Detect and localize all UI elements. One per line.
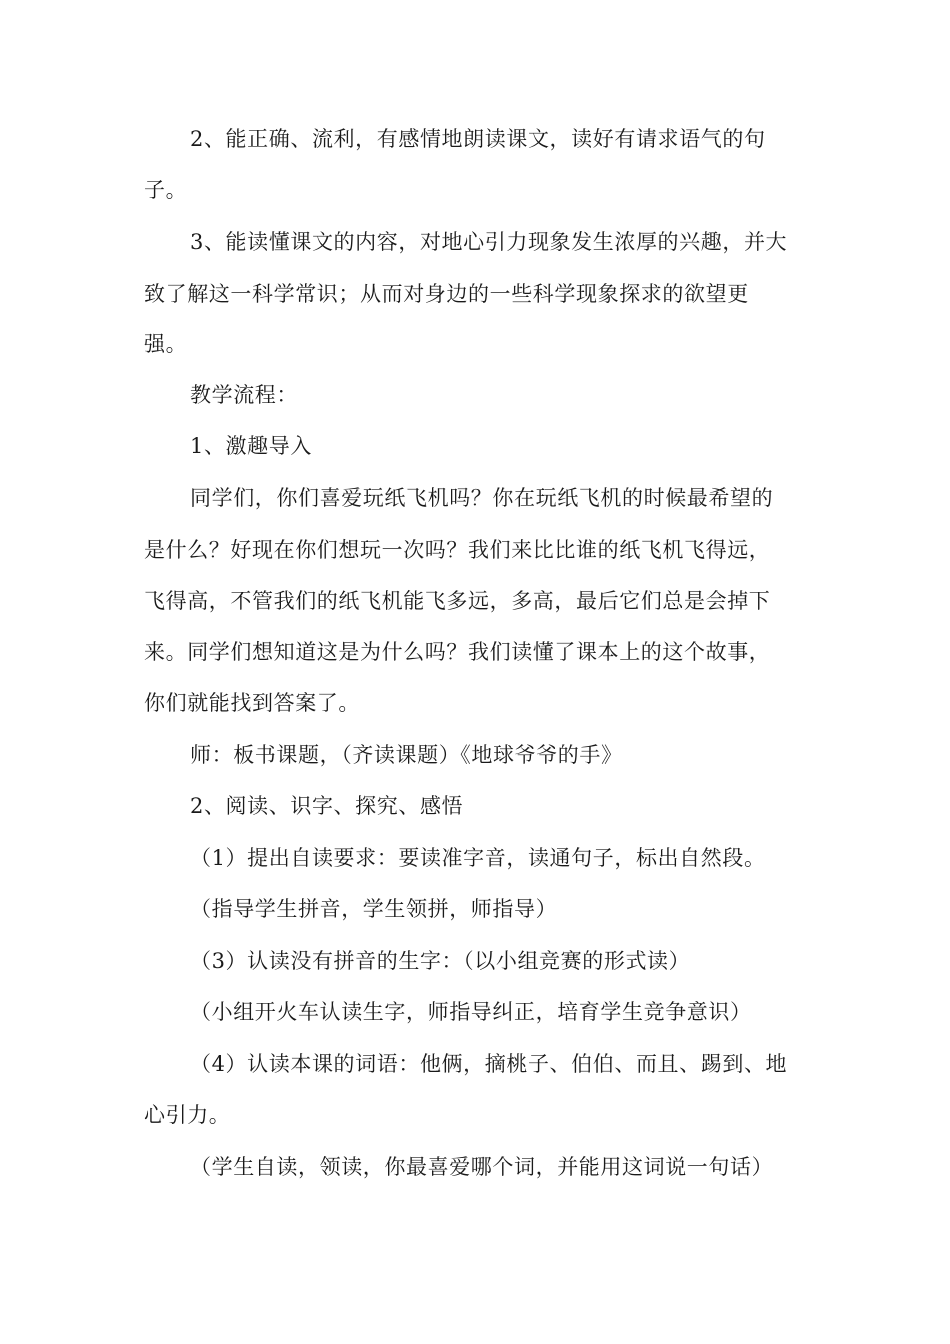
sub-step-group-reading: （小组开火车认读生字，师指导纠正，培育学生竞争意识） [190, 1000, 752, 1024]
sub-step-4-line-2: 心引力。 [144, 1103, 231, 1127]
sub-step-3: （3）认读没有拼音的生字：（以小组竞赛的形式读） [190, 949, 691, 973]
section-heading-teaching-flow: 教学流程： [190, 383, 298, 407]
sub-step-guidance: （指导学生拼音，学生领拼，师指导） [190, 897, 558, 921]
intro-paragraph-line-4: 来。同学们想知道这是为什么吗？我们读懂了课本上的这个故事， [144, 640, 771, 664]
sub-step-self-reading: （学生自读，领读，你最喜爱哪个词，并能用这词说一句话） [190, 1155, 774, 1179]
intro-paragraph-line-1: 同学们，你们喜爱玩纸飞机吗？你在玩纸飞机的时候最希望的 [190, 486, 774, 510]
sub-step-1: （1）提出自读要求：要读准字音，读通句子，标出自然段。 [190, 846, 766, 870]
sub-step-4-line-1: （4）认读本课的词语：他俩，摘桃子、伯伯、而且、踢到、地 [190, 1052, 788, 1076]
step-2-heading: 2、阅读、识字、探究、感悟 [190, 794, 464, 818]
intro-paragraph-line-5: 你们就能找到答案了。 [144, 691, 360, 715]
step-1-heading: 1、激趣导入 [190, 434, 312, 458]
paragraph-goal-2-line-1: 2、能正确、流利，有感情地朗读课文，读好有请求语气的句 [190, 127, 766, 151]
blackboard-title-line: 师：板书课题，（齐读课题）《地球爷爷的手》 [190, 743, 623, 767]
paragraph-goal-2-line-2: 子。 [144, 178, 188, 202]
paragraph-goal-3-line-3: 强。 [144, 332, 188, 356]
intro-paragraph-line-3: 飞得高，不管我们的纸飞机能飞多远，多高，最后它们总是会掉下 [144, 589, 771, 613]
paragraph-goal-3-line-2: 致了解这一科学常识；从而对身边的一些科学现象探求的欲望更 [144, 282, 749, 306]
paragraph-goal-3-line-1: 3、能读懂课文的内容，对地心引力现象发生浓厚的兴趣，并大 [190, 230, 788, 254]
intro-paragraph-line-2: 是什么？好现在你们想玩一次吗？我们来比比谁的纸飞机飞得远， [144, 538, 771, 562]
